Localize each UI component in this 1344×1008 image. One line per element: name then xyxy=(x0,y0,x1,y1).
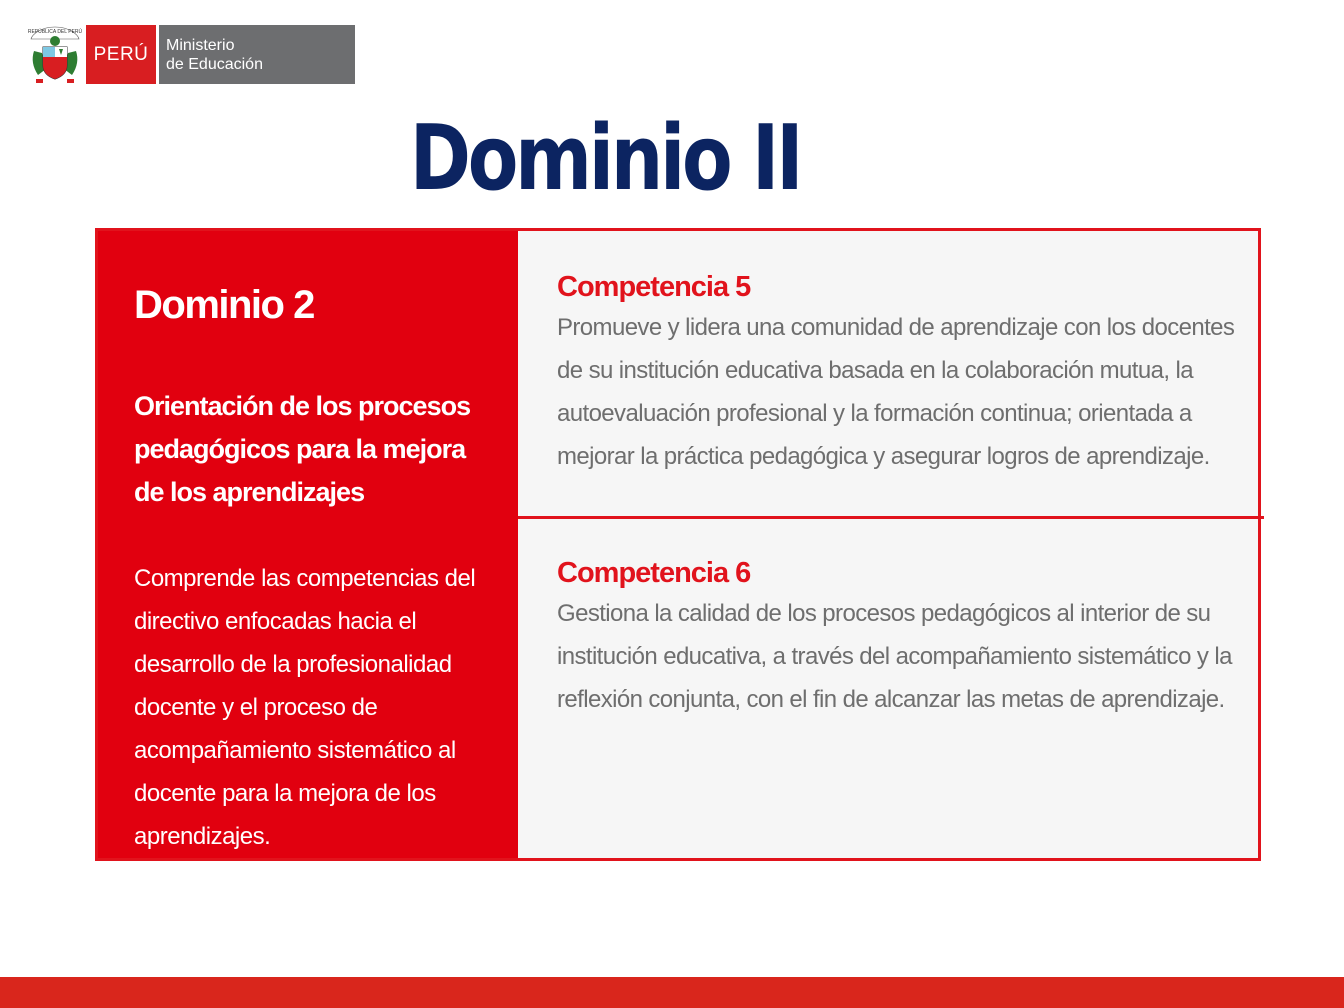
slide-title: Dominio II xyxy=(409,106,801,211)
competency-title: Competencia 6 xyxy=(557,557,751,589)
competency-6 xyxy=(557,557,1237,721)
domain-panel xyxy=(95,228,1261,861)
ministry-logo xyxy=(28,25,355,84)
coat-of-arms-icon xyxy=(28,25,82,84)
domain-summary xyxy=(98,231,518,858)
ministry-line-2: de Educación xyxy=(166,55,263,73)
ministry-name xyxy=(159,25,355,84)
ministry-line-1: Ministerio xyxy=(166,36,235,54)
competency-text: Gestiona la calidad de los procesos pedagógicos al interior de su institución educativa, a través del acompañamiento sistemático y la reflexión conjunta, con el fin de alcanzar las metas de aprendizaje. xyxy=(557,600,1232,713)
domain-subtitle: Orientación de los procesos pedagógicos para la mejora de los aprendizajes xyxy=(134,391,471,507)
svg-text:REPÚBLICA DEL PERÚ: REPÚBLICA DEL PERÚ xyxy=(28,29,82,35)
domain-description: Comprende las competencias del directivo enfocadas hacia el desarrollo de la profesionalidad docente y el proceso de acompañamiento sistemático al docente para la mejora de los aprendizajes. xyxy=(134,565,476,850)
domain-heading: Dominio 2 xyxy=(134,283,314,327)
country-label: PERÚ xyxy=(86,25,156,84)
footer-bar xyxy=(0,977,1344,1008)
competency-5 xyxy=(557,271,1237,478)
competency-text: Promueve y lidera una comunidad de aprendizaje con los docentes de su institución educativa basada en la colaboración mutua, la autoevaluación profesional y la formación continua; orientada a mejorar la práctica pedagógica y asegurar logros de aprendizaje. xyxy=(557,314,1235,470)
competency-title: Competencia 5 xyxy=(557,271,751,303)
competency-divider xyxy=(518,516,1264,519)
